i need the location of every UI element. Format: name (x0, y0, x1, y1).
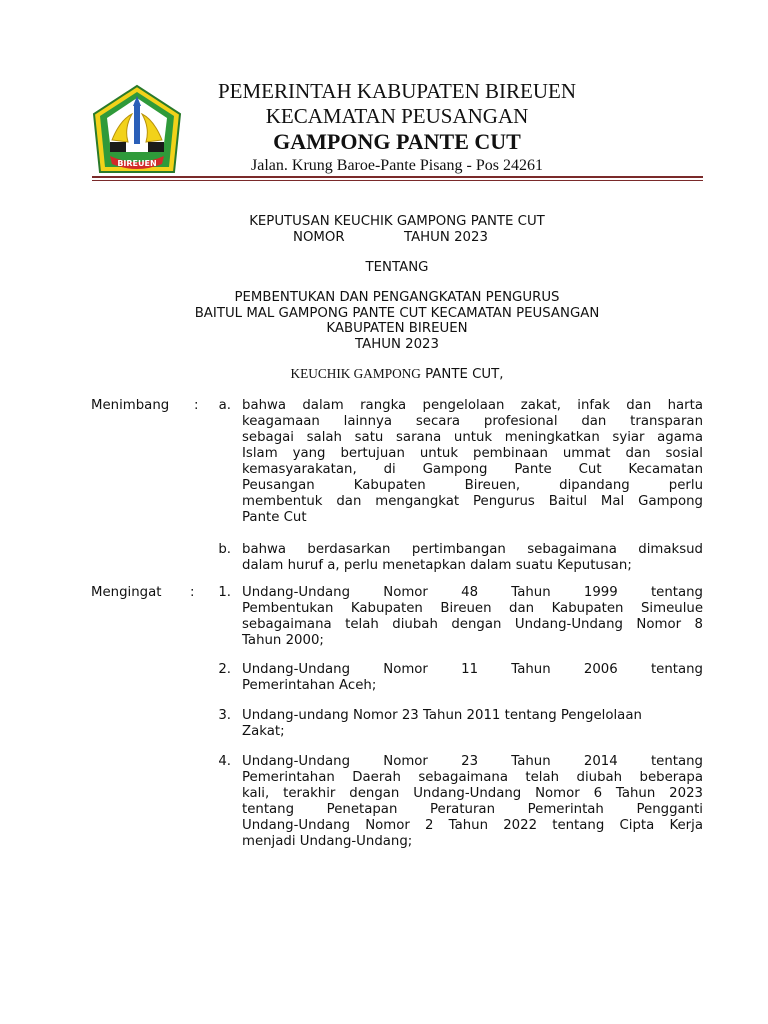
menimbang-item-b-marker: b. (218, 542, 231, 557)
signatory-village: PANTE CUT, (420, 367, 504, 382)
decree-subject-line-1: PEMBENTUKAN DAN PENGANGKATAN PENGURUS (234, 290, 560, 305)
crest-text: BIREUEN (117, 159, 157, 168)
decree-tentang: TENTANG (365, 260, 429, 275)
menimbang-colon: : (194, 398, 199, 413)
mengingat-item-4-marker: 4. (218, 754, 231, 769)
letterhead-divider (92, 176, 703, 178)
header-village: GAMPONG PANTE CUT (273, 129, 521, 154)
mengingat-item-2: Undang-Undang Nomor 11 Tahun 2006 tentang Pemerintahan Aceh; (242, 662, 703, 693)
letterhead-divider-thin (92, 180, 703, 181)
header-government: PEMERINTAH KABUPATEN BIREUEN (217, 79, 577, 103)
mengingat-item-4: Undang-Undang Nomor 23 Tahun 2014 tentang Pemerintahan Daerah sebagaimana telah diubah beberapa kali, terakhir dengan Undang-Undang Nomor 6 Tahun 2023 tentang Penetapan Peraturan Pemerintah Pengganti Undang-Undang Nomor 2 Tahun 2022 tentang Cipta Kerja menjadi Undang-Undang; (242, 754, 703, 849)
decree-subject-line-4: TAHUN 2023 (355, 337, 439, 352)
mengingat-item-3-marker: 3. (218, 708, 231, 723)
signatory-heading (130, 366, 664, 383)
mengingat-colon: : (190, 585, 195, 600)
decree-year: TAHUN 2023 (404, 230, 488, 245)
signatory-title: KEUCHIK GAMPONG (290, 366, 421, 381)
header-district: KECAMATAN PEUSANGAN (265, 104, 529, 128)
mengingat-label: Mengingat (91, 585, 162, 600)
mengingat-item-1: Undang-Undang Nomor 48 Tahun 1999 tentang Pembentukan Kabupaten Bireuen dan Kabupaten Simeulue sebagaimana telah diubah dengan Undang-Undang Nomor 8 Tahun 2000; (242, 585, 703, 648)
header-address: Jalan. Krung Baroe-Pante Pisang - Pos 24261 (251, 157, 543, 174)
decree-number-label: NOMOR (293, 230, 345, 245)
menimbang-label: Menimbang (91, 398, 170, 413)
menimbang-item-a-marker: a. (218, 398, 231, 413)
menimbang-item-a: bahwa dalam rangka pengelolaan zakat, infak dan harta keagamaan lainnya secara profesional dan transparan sebagai salah satu sarana untuk meningkatkan syiar agama Islam yang bertujuan untuk pembinaan ummat dan sosial kemasyarakatan, di Gampong Pante Cut Kecamatan Peusangan Kabupaten Bireuen, dipandang perlu membentuk dan mengangkat Pengurus Baitul Mal Gampong Pante Cut (242, 398, 703, 525)
menimbang-item-b: bahwa berdasarkan pertimbangan sebagaimana dimaksud dalam huruf a, perlu menetapkan dalam suatu Keputusan; (242, 542, 703, 573)
mengingat-item-3: Undang-undang Nomor 23 Tahun 2011 tentang Pengelolaan Zakat; (242, 708, 642, 739)
mengingat-item-1-marker: 1. (218, 585, 231, 600)
decree-subject-line-3: KABUPATEN BIREUEN (326, 321, 468, 336)
decree-subject-line-2: BAITUL MAL GAMPONG PANTE CUT KECAMATAN PEUSANGAN (194, 306, 600, 321)
mengingat-item-2-marker: 2. (218, 662, 231, 677)
decree-title: KEPUTUSAN KEUCHIK GAMPONG PANTE CUT (249, 214, 545, 229)
